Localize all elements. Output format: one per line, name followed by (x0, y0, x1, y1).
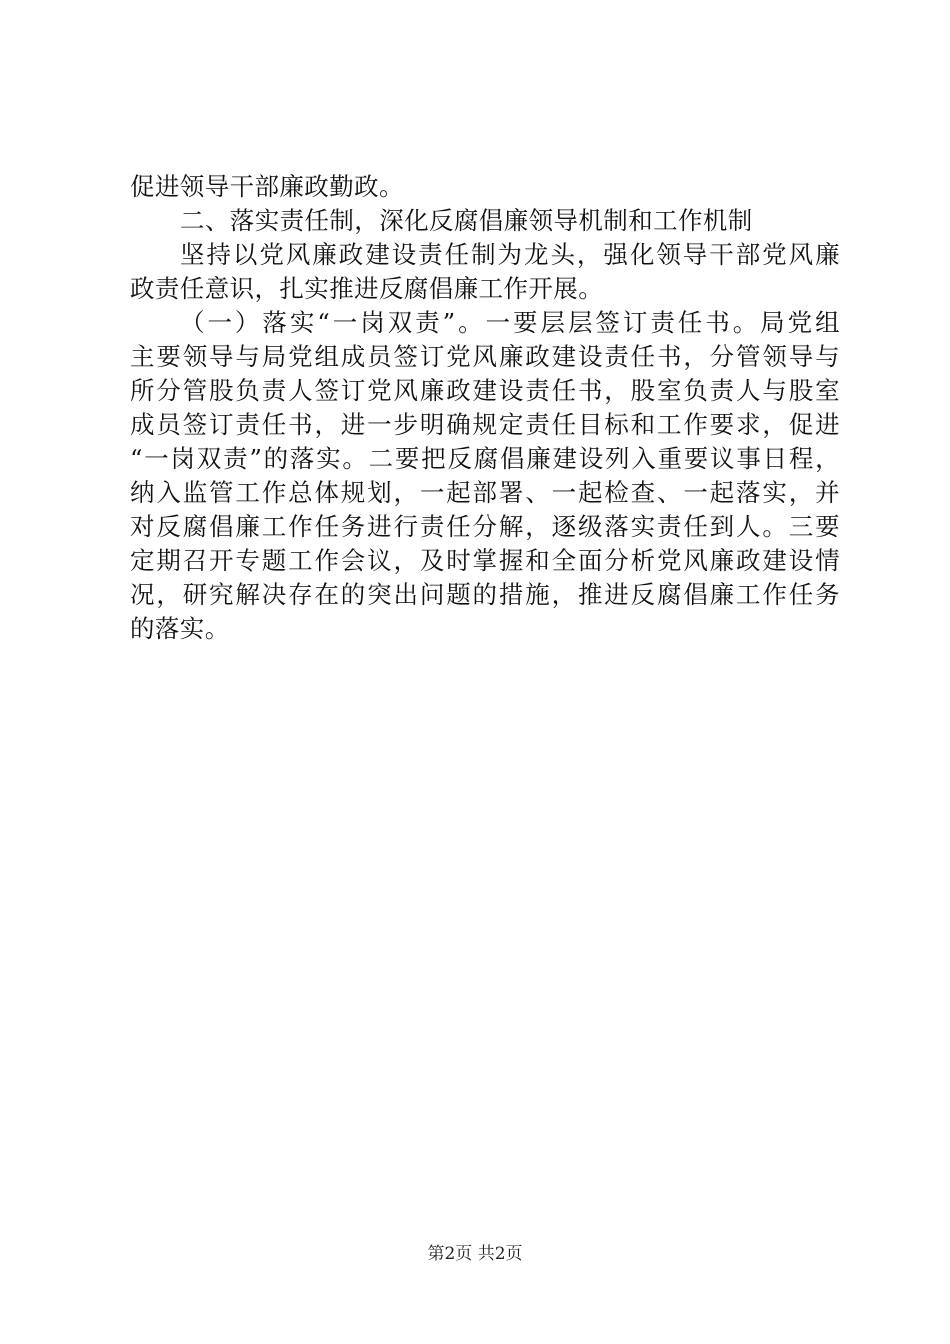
paragraph-line: 坚持以党风廉政建设责任制为龙头，强化领导干部党风廉 (180, 240, 840, 269)
paragraph-line: （一）落实“一岗双责”。一要层层签订责任书。局党组 (180, 308, 840, 337)
paragraph-line: 政责任意识，扎实推进反腐倡廉工作开展。 (130, 274, 604, 303)
paragraph-line: 主要领导与局党组成员签订党风廉政建设责任书，分管领导与 (130, 342, 840, 371)
paragraph-line: “一岗双责”的落实。二要把反腐倡廉建设列入重要议事日程， (130, 444, 840, 473)
paragraph-line: 成员签订责任书，进一步明确规定责任目标和工作要求，促进 (130, 410, 840, 439)
paragraph-line: 况，研究解决存在的突出问题的措施，推进反腐倡廉工作任务 (130, 580, 840, 609)
paragraph-line: 促进领导干部廉政勤政。 (130, 172, 404, 201)
page-footer: 第2页 共2页 (427, 1244, 523, 1264)
section-heading: 二、落实责任制，深化反腐倡廉领导机制和工作机制 (180, 206, 753, 235)
document-body (130, 170, 840, 646)
paragraph-line: 纳入监管工作总体规划，一起部署、一起检查、一起落实，并 (130, 478, 840, 507)
paragraph-line: 定期召开专题工作会议，及时掌握和全面分析党风廉政建设情 (130, 546, 840, 575)
paragraph-line: 所分管股负责人签订党风廉政建设责任书，股室负责人与股室 (130, 376, 840, 405)
paragraph-line: 对反腐倡廉工作任务进行责任分解，逐级落实责任到人。三要 (130, 512, 840, 541)
paragraph-line: 的落实。 (130, 614, 230, 643)
